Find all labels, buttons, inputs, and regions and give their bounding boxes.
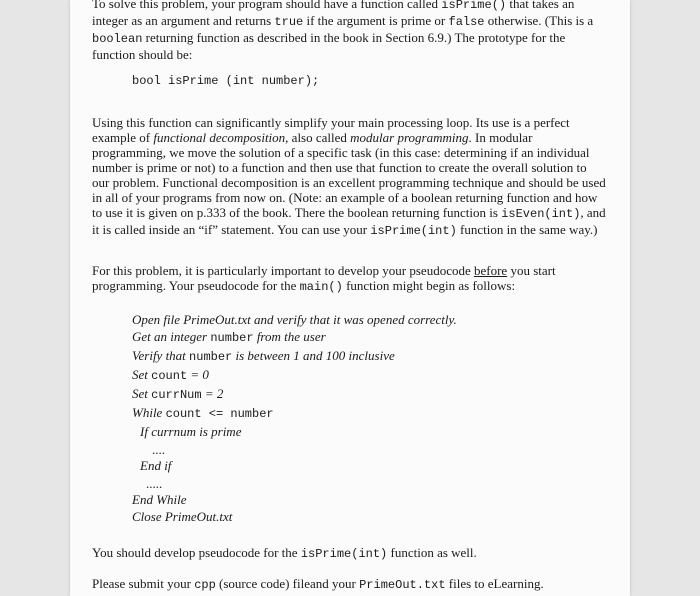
pseudocode-line: Verify that number is between 1 and 100 inclusive [132, 348, 395, 364]
function-prototype: bool isPrime (int number); [132, 74, 320, 88]
document-page [70, 0, 630, 596]
pseudocode-line: Get an integer number from the user [132, 329, 326, 345]
pseudocode-line: Open file PrimeOut.txt and verify that it was opened correctly. [132, 312, 457, 327]
decomposition-paragraph: Using this function can significantly simplify your main processing loop. Its use is a perfect example of functional decomposition, also called modular programming. In modular programming, we move the solution of a specific task (in this case: determining if an individual number is prime or not) to a function and then use that function to create the overall solution to our problem. Functional decomposition is an excellent programming technique and should be used in all of your programs from now on. (Note: an example of a boolean returning function and how to use it is given on p.333 of the book. There the boolean returning function is isEven(int), and it is called inside an “if” statement. You can use your isPrime(int) function in the same way.) [92, 115, 606, 238]
pseudocode-ellipsis: ..... [146, 476, 163, 491]
pseudocode-ellipsis: .... [152, 442, 165, 457]
pseudocode-block [132, 311, 606, 525]
pseudocode-line: If currnum is prime [140, 424, 242, 439]
pseudocode-note: You should develop pseudocode for the isPrime(int) function as well. [92, 545, 477, 561]
pseudocode-line: Set count = 0 [132, 367, 209, 383]
pseudocode-line: Close PrimeOut.txt [132, 509, 233, 524]
pseudocode-intro-paragraph: For this problem, it is particularly important to develop your pseudocode before you start programming. Your pseudocode for the main() function might begin as follows: [92, 263, 556, 294]
pseudocode-line: End While [132, 492, 187, 507]
pseudocode-line: Set currNum = 2 [132, 386, 224, 402]
pseudocode-line: End if [140, 458, 172, 473]
submission-instructions: Please submit your cpp (source code) fileand your PrimeOut.txt files to eLearning. [92, 576, 544, 592]
pseudocode-line: While count <= number [132, 405, 274, 421]
document-body [92, 0, 606, 593]
intro-paragraph: To solve this problem, your program should have a function called isPrime() that takes an integer as an argument and returns true if the argument is prime or false otherwise. (This is a boolean returning function as described in the book in Section 6.9.) The prototype for the function should be: [92, 0, 594, 62]
